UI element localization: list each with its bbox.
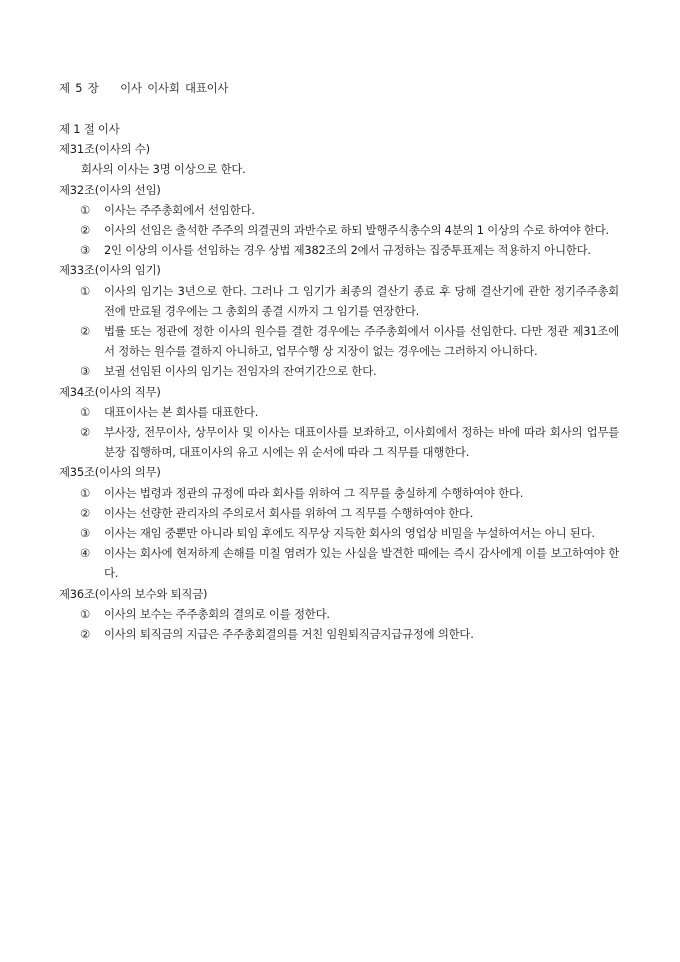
item-number: ③: [80, 526, 91, 541]
article-33-item-1: [59, 281, 619, 321]
item-text: 이사는 선량한 관리자의 주의로서 회사를 위하여 그 직무를 수행하여야 한다.: [104, 505, 474, 520]
item-text: 보궐 선임된 이사의 임기는 전임자의 잔여기간으로 한다.: [104, 364, 377, 379]
article-35-item-1: [59, 483, 619, 503]
article-33-item-2: [59, 321, 619, 361]
article-33-item-3: [59, 361, 619, 381]
chapter-title: 제 5 장 이사 이사회 대표이사: [59, 81, 229, 95]
item-number: ②: [80, 627, 91, 642]
article-34-item-1: [59, 402, 619, 422]
article-title-33: 제33조(이사의 임기): [59, 263, 161, 278]
item-number: ①: [80, 283, 91, 298]
article-36-item-1: [59, 604, 619, 624]
item-number: ②: [80, 425, 91, 440]
item-text: 이사의 보수는 주주총회의 결의로 이를 정한다.: [104, 606, 330, 621]
item-number: ②: [80, 223, 91, 238]
item-text: 2인 이상의 이사를 선임하는 경우 상법 제382조의 2에서 규정하는 집중투표제는 적용하지 아니한다.: [104, 243, 591, 258]
article-31-text: 회사의 이사는 3명 이상으로 한다.: [81, 162, 246, 177]
item-number: ①: [80, 202, 91, 217]
section-title: 제 1 절 이사: [59, 122, 120, 136]
article-35-item-2: [59, 503, 619, 523]
item-number: ②: [80, 505, 91, 520]
item-number: ①: [80, 404, 91, 419]
item-text: 이사는 회사에 현저하게 손해를 미칠 염려가 있는 사실을 발견한 때에는 즉시 감사에게 이를 보고하여야 한다.: [104, 546, 619, 581]
article-36-item-2: [59, 624, 619, 644]
item-text: 이사의 퇴직금의 지급은 주주총회결의를 거친 임원퇴직금지급규정에 의한다.: [104, 627, 474, 642]
item-text: 이사의 선임은 출석한 주주의 의결권의 과반수로 하되 발행주식총수의 4분의 1 이상의 수로 하여야 한다.: [104, 223, 609, 238]
article-35-item-4: [59, 543, 619, 583]
item-text: 이사는 주주총회에서 선임한다.: [104, 202, 255, 217]
article-title-32: 제32조(이사의 선임): [59, 182, 161, 197]
item-number: ①: [80, 606, 91, 621]
article-34-item-2: [59, 422, 619, 462]
item-text: 부사장, 전무이사, 상무이사 및 이사는 대표이사를 보좌하고, 이사회에서 정하는 바에 따라 회사의 업무를 분장 집행하며, 대표이사의 유고 시에는 위 순서에 따라 그 직무를 대행한다.: [104, 425, 619, 460]
item-number: ④: [80, 546, 91, 561]
article-32-item-3: [59, 240, 619, 260]
article-title-36: 제36조(이사의 보수와 퇴직금): [59, 586, 208, 601]
item-number: ③: [80, 243, 91, 258]
article-32-item-2: [59, 220, 619, 240]
item-number: ①: [80, 485, 91, 500]
article-32-item-1: [59, 200, 619, 220]
article-title-35: 제35조(이사의 의무): [59, 465, 161, 480]
item-text: 이사는 재임 중뿐만 아니라 퇴임 후에도 직무상 지득한 회사의 영업상 비밀을 누설하여서는 아니 된다.: [104, 526, 595, 541]
item-text: 대표이사는 본 회사를 대표한다.: [104, 404, 259, 419]
article-title-31: 제31조(이사의 수): [59, 142, 150, 157]
article-title-34: 제34조(이사의 직무): [59, 384, 161, 399]
item-text: 이사는 법령과 정관의 규정에 따라 회사를 위하여 그 직무를 충실하게 수행하여야 한다.: [104, 485, 524, 500]
item-text: 이사의 임기는 3년으로 한다. 그러나 그 임기가 최종의 결산기 종료 후 당해 결산기에 관한 정기주주총회 전에 만료될 경우에는 그 총회의 종결 시까지 그 임기를 연장한다.: [104, 283, 619, 318]
document-body: [59, 119, 619, 644]
item-text: 법률 또는 정관에 정한 이사의 원수를 결한 경우에는 주주총회에서 이사를 선임한다. 다만 정관 제31조에서 정하는 원수를 결하지 아니하고, 업무수행 상 지장이 없는 경우에는 그러하지 아니하다.: [104, 324, 619, 359]
item-number: ②: [80, 324, 91, 339]
item-number: ③: [80, 364, 91, 379]
article-35-item-3: [59, 523, 619, 543]
